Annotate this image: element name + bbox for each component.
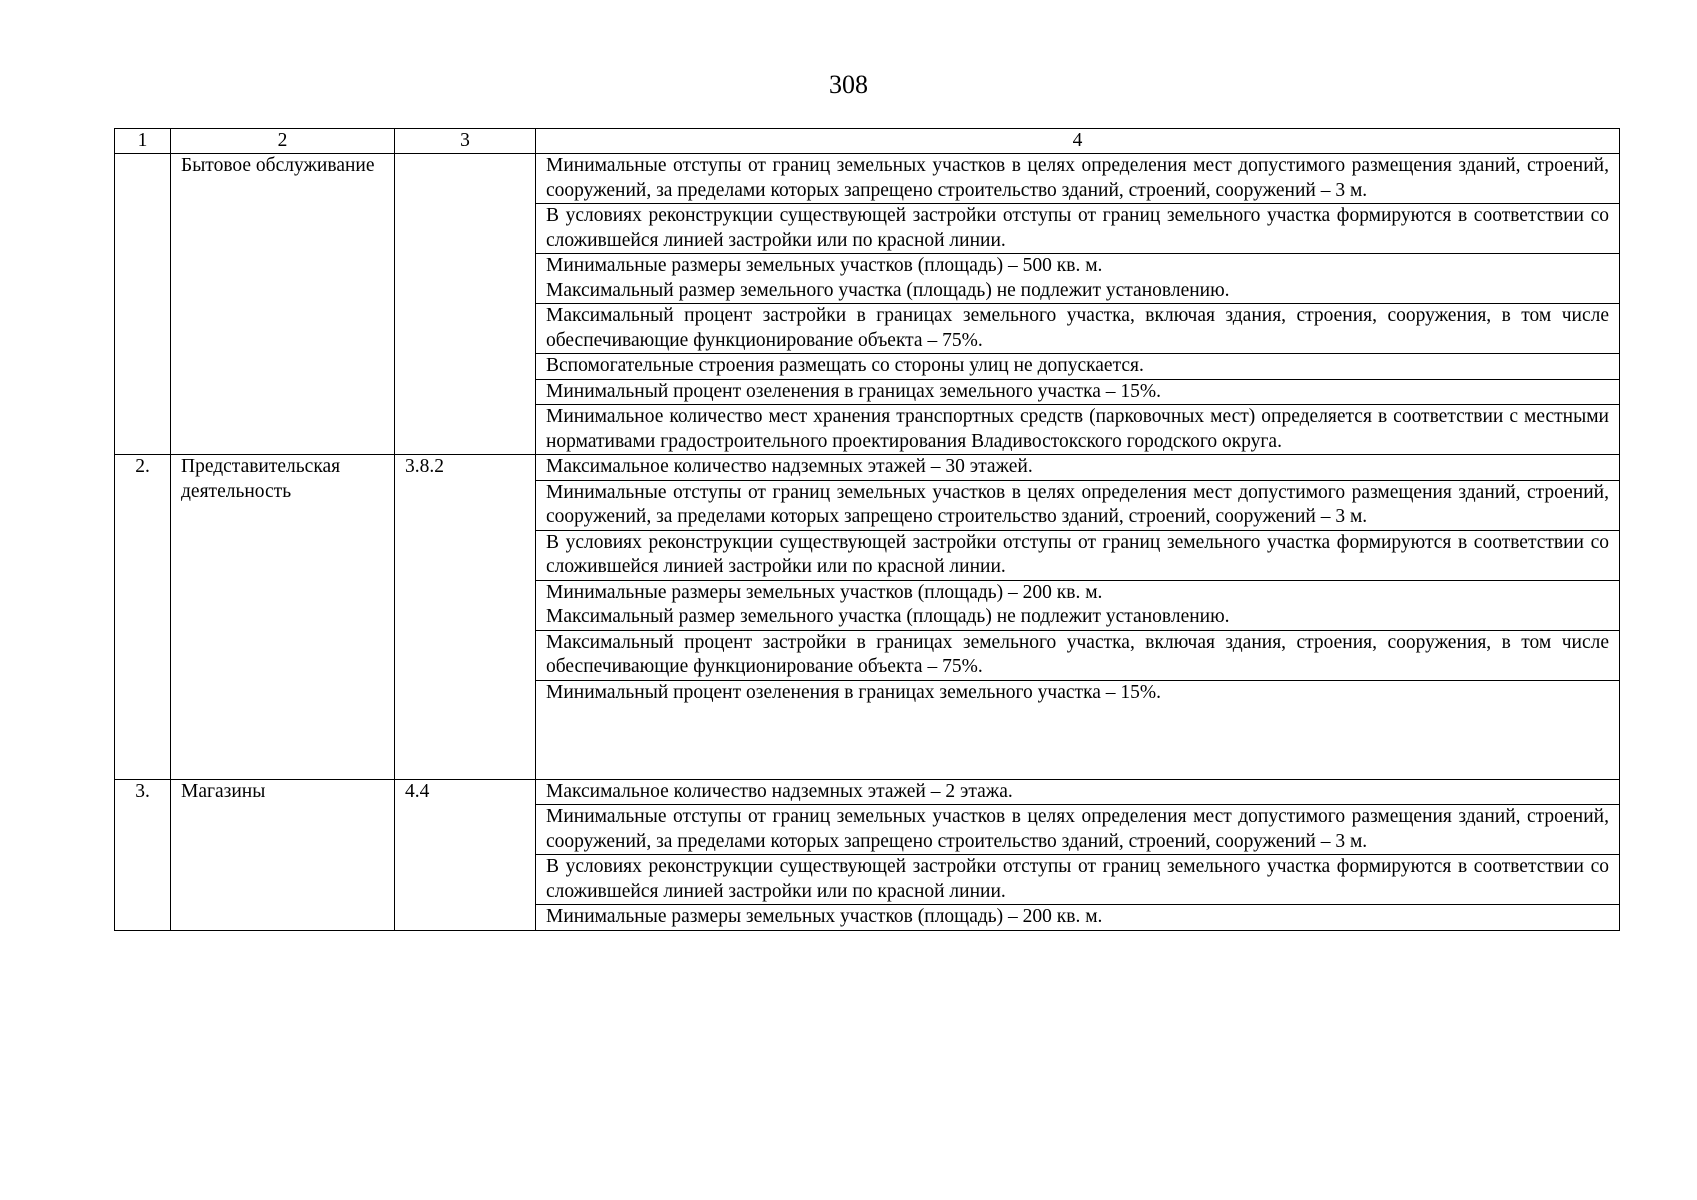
parameter-text: Максимальное количество надземных этажей – 30 этажей. bbox=[546, 456, 1033, 477]
parameter-cell bbox=[536, 405, 1620, 455]
parameter-text: Минимальный процент озеленения в границах земельного участка – 15%. bbox=[546, 380, 1162, 402]
parameter-cell bbox=[536, 154, 1620, 204]
header-cell: 4 bbox=[536, 129, 1620, 154]
parameter-text: Минимальные отступы от границ земельных участков в целях определения мест допустимого размещения зданий, строений, сооружений, за пределами которых запрещено строительство зданий, строений, сооружений – 3 м. bbox=[546, 481, 1609, 527]
parameter-cell bbox=[536, 480, 1620, 530]
parameter-cell bbox=[536, 805, 1620, 855]
page-number: 308 bbox=[829, 70, 868, 99]
parameter-text: Минимальный процент озеленения в границах земельного участка – 15%. bbox=[546, 681, 1162, 703]
parameter-text: Максимальный размер земельного участка (площадь) не подлежит установлению. bbox=[546, 279, 1230, 301]
use-type-name: Магазины bbox=[171, 779, 395, 930]
parameter-text: Минимальные отступы от границ земельных участков в целях определения мест допустимого размещения зданий, строений, сооружений, за пределами которых запрещено строительство зданий, строений, сооружений – 3 м. bbox=[546, 155, 1609, 201]
row-number bbox=[115, 154, 171, 455]
parameter-text: Минимальное количество мест хранения транспортных средств (парковочных мест) определяется в соответствии с местными нормативами градостроительного проектирования Владивостокского городского округа. bbox=[546, 406, 1609, 452]
use-type-name: Представительская деятельность bbox=[171, 455, 395, 780]
parameter-cell bbox=[536, 680, 1620, 779]
parameter-text: Минимальные размеры земельных участков (площадь) – 200 кв. м. bbox=[546, 906, 1103, 927]
parameter-cell bbox=[536, 455, 1620, 481]
parameter-text: В условиях реконструкции существующей застройки отступы от границ земельного участка формируются в соответствии со сложившейся линией застройки или по красной линии. bbox=[546, 205, 1609, 251]
parameter-cell bbox=[536, 254, 1620, 304]
parameter-text: Вспомогательные строения размещать со стороны улиц не допускается. bbox=[546, 355, 1144, 376]
parameter-text: Минимальные размеры земельных участков (площадь) – 200 кв. м. bbox=[546, 581, 1103, 603]
row-number: 3. bbox=[115, 779, 171, 930]
parameter-cell bbox=[536, 304, 1620, 354]
header-cell: 3 bbox=[395, 129, 536, 154]
parameter-text: Максимальный размер земельного участка (площадь) не подлежит установлению. bbox=[546, 606, 1230, 627]
use-type-code: 3.8.2 bbox=[395, 455, 536, 780]
use-type-code: 4.4 bbox=[395, 779, 536, 930]
row-number: 2. bbox=[115, 455, 171, 780]
regulations-table bbox=[114, 128, 1620, 931]
parameter-cell bbox=[536, 204, 1620, 254]
parameter-cell bbox=[536, 354, 1620, 380]
parameter-cell bbox=[536, 905, 1620, 931]
parameter-text: Минимальные размеры земельных участков (площадь) – 500 кв. м. bbox=[546, 255, 1103, 276]
parameter-text: Максимальный процент застройки в границах земельного участка, включая здания, строения, сооружения, в том числе обеспечивающие функционирование объекта – 75%. bbox=[546, 305, 1609, 351]
header-cell: 1 bbox=[115, 129, 171, 154]
parameter-cell bbox=[536, 630, 1620, 680]
parameter-cell bbox=[536, 379, 1620, 405]
parameter-text: В условиях реконструкции существующей застройки отступы от границ земельного участка формируются в соответствии со сложившейся линией застройки или по красной линии. bbox=[546, 856, 1609, 902]
table-row bbox=[115, 154, 1620, 204]
parameter-cell bbox=[536, 580, 1620, 630]
parameter-text: Максимальный процент застройки в границах земельного участка, включая здания, строения, сооружения, в том числе обеспечивающие функционирование объекта – 75%. bbox=[546, 631, 1609, 677]
parameter-cell bbox=[536, 779, 1620, 805]
header-row bbox=[115, 129, 1620, 154]
parameter-text: Максимальное количество надземных этажей – 2 этажа. bbox=[546, 780, 1013, 802]
parameter-text: Минимальные отступы от границ земельных участков в целях определения мест допустимого размещения зданий, строений, сооружений, за пределами которых запрещено строительство зданий, строений, сооружений – 3 м. bbox=[546, 806, 1609, 852]
parameter-cell bbox=[536, 530, 1620, 580]
use-type-code bbox=[395, 154, 536, 455]
table-row bbox=[115, 779, 1620, 805]
parameter-cell bbox=[536, 855, 1620, 905]
header-cell: 2 bbox=[171, 129, 395, 154]
table-row bbox=[115, 455, 1620, 481]
use-type-name: Бытовое обслуживание bbox=[171, 154, 395, 455]
parameter-text: В условиях реконструкции существующей застройки отступы от границ земельного участка формируются в соответствии со сложившейся линией застройки или по красной линии. bbox=[546, 531, 1609, 577]
